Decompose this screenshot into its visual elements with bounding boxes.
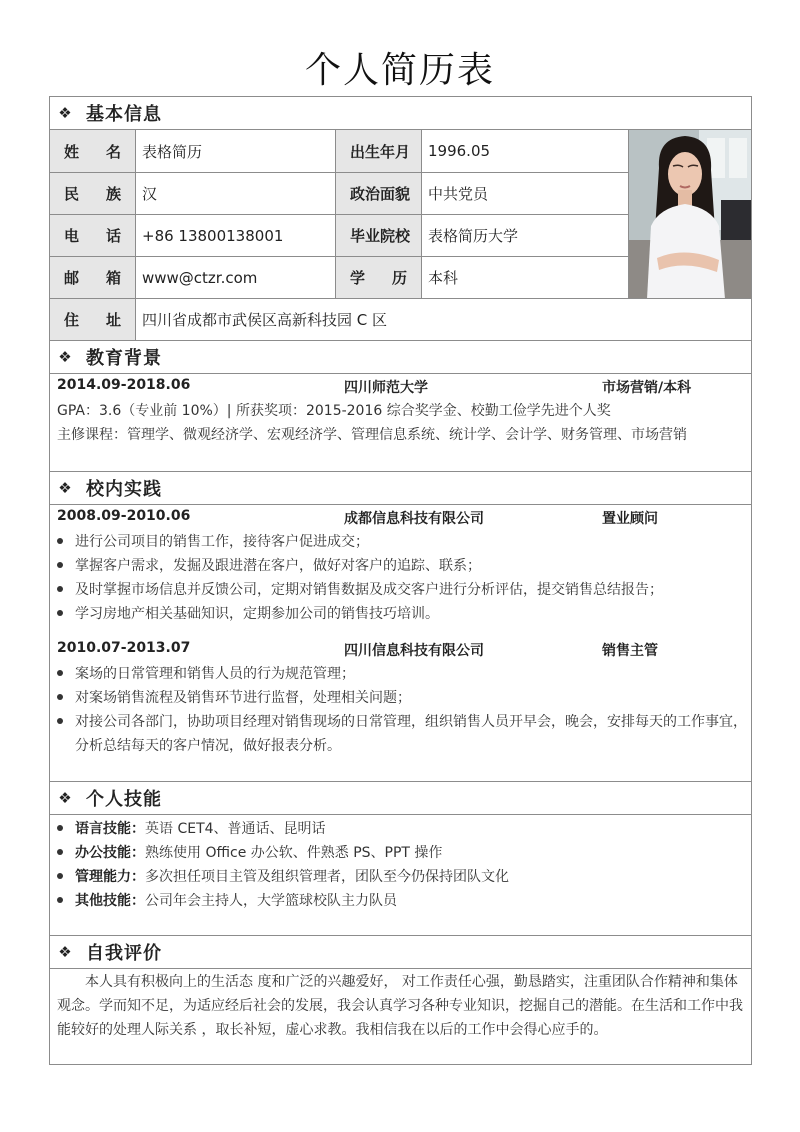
label-text: 毕业院校 [350, 227, 411, 245]
skill-text: 公司年会主持人，大学篮球校队主力队员 [145, 893, 397, 909]
label-char: 电 [64, 227, 80, 245]
education-major: 市场营销/本科 [602, 380, 692, 396]
phone-value: +86 13800138001 [136, 215, 336, 257]
bullet-icon [57, 562, 63, 568]
diamond-icon: ❖ [58, 104, 72, 122]
label-char: 学 [350, 269, 366, 287]
evaluation-line: 观念。学而知不足，为适应经后社会的发展，我会认真学习各种专业知识，挖掘自己的潜能。在生活和工作中我 [57, 998, 743, 1014]
skill-item [54, 890, 397, 910]
label-char: 住 [64, 311, 80, 329]
school-label [336, 215, 422, 257]
list-item [54, 711, 747, 731]
label-char: 族 [105, 185, 121, 203]
profile-photo-graphic [629, 130, 751, 299]
section-title: 教育背景 [86, 348, 162, 369]
skill-label: 管理能力： [75, 869, 145, 885]
bullet-icon [57, 718, 63, 724]
list-item-text: 学习房地产相关基础知识，定期参加公司的销售技巧培训。 [75, 606, 439, 622]
practice-entry-head [50, 638, 751, 660]
bullet-icon [57, 610, 63, 616]
evaluation-line: 本人具有积极向上的生活态 度和广泛的兴趣爱好， 对工作责任心强，勤恳踏实，注重团队合作精神和集体 [85, 974, 738, 990]
list-item [54, 579, 663, 599]
profile-photo [629, 130, 751, 299]
practice-period: 2008.09-2010.06 [57, 508, 191, 524]
birth-value: 1996.05 [422, 130, 629, 173]
label-char: 址 [105, 311, 121, 329]
label-char: 历 [391, 269, 407, 287]
list-item-text: 进行公司项目的销售工作，接待客户促进成交； [75, 534, 369, 550]
practice-company: 成都信息科技有限公司 [344, 511, 484, 527]
practice-entry-head [50, 506, 751, 528]
diamond-icon: ❖ [58, 789, 72, 807]
list-item-text: 案场的日常管理和销售人员的行为规范管理； [75, 666, 355, 682]
list-item-text: 及时掌握市场信息并反馈公司，定期对销售数据及成交客户进行分析评估，提交销售总结报告； [75, 582, 663, 598]
section-title: 基本信息 [86, 104, 162, 125]
skill-item [54, 866, 509, 886]
practice-period: 2010.07-2013.07 [57, 640, 191, 656]
skill-text: 熟练使用 Office 办公软、件熟悉 PS、PPT 操作 [145, 845, 443, 861]
practice-role: 销售主管 [602, 643, 658, 659]
education-entry-head [50, 375, 751, 397]
address-value: 四川省成都市武侯区高新科技园 C 区 [136, 299, 751, 341]
bullet-icon [57, 670, 63, 676]
bullet-icon [57, 849, 63, 855]
skill-text: 英语 CET4、普通话、昆明话 [145, 821, 326, 837]
label-char: 名 [105, 142, 121, 161]
section-header-skills [50, 781, 751, 815]
section-title: 校内实践 [86, 479, 162, 500]
bullet-icon [57, 538, 63, 544]
skill-item [54, 842, 442, 862]
education-school: 四川师范大学 [344, 380, 428, 396]
political-value: 中共党员 [422, 173, 629, 215]
label-text: 政治面貌 [350, 185, 411, 203]
diamond-icon: ❖ [58, 348, 72, 366]
list-item [54, 603, 439, 623]
label-char: 话 [105, 227, 121, 245]
ethnic-value: 汉 [136, 173, 336, 215]
label-char: 姓 [64, 142, 80, 161]
section-title: 自我评价 [86, 943, 162, 964]
section-header-practice [50, 471, 751, 505]
email-label [50, 257, 136, 299]
name-value: 表格简历 [136, 130, 336, 173]
basic-info-table [50, 130, 751, 341]
diamond-icon: ❖ [58, 479, 72, 497]
evaluation-line: 能较好的处理人际关系 ，取长补短，虚心求教。我相信我在以后的工作中会得心应手的。 [57, 1022, 608, 1038]
list-item-text: 对案场销售流程及销售环节进行监督，处理相关问题； [75, 690, 411, 706]
section-title: 个人技能 [86, 789, 162, 810]
label-char: 民 [64, 185, 80, 203]
section-header-basic [50, 97, 751, 130]
label-char: 邮 [64, 269, 80, 287]
skill-item [54, 818, 326, 838]
section-header-evaluation [50, 935, 751, 969]
political-label [336, 173, 422, 215]
practice-role: 置业顾问 [602, 511, 658, 527]
education-courses: 主修课程：管理学、微观经济学、宏观经济学、管理信息系统、统计学、会计学、财务管理、市场营销 [57, 427, 687, 443]
email-value: www@ctzr.com [136, 257, 336, 299]
ethnic-label [50, 173, 136, 215]
resume-sheet [49, 96, 752, 1065]
education-gpa: GPA：3.6（专业前 10%）| 所获奖项：2015-2016 综合奖学金、校勤工俭学先进个人奖 [57, 403, 611, 419]
label-text: 出生年月 [350, 142, 411, 161]
page-title: 个人简历表 [304, 50, 495, 91]
phone-label [50, 215, 136, 257]
name-label [50, 130, 136, 173]
bullet-icon [57, 897, 63, 903]
skill-label: 语言技能： [75, 821, 145, 837]
diamond-icon: ❖ [58, 943, 72, 961]
skill-label: 办公技能： [75, 845, 145, 861]
label-char: 箱 [105, 269, 121, 287]
bullet-icon [57, 825, 63, 831]
list-item [54, 555, 481, 575]
practice-company: 四川信息科技有限公司 [344, 643, 484, 659]
list-item [54, 663, 355, 683]
bullet-icon [57, 586, 63, 592]
address-label [50, 299, 136, 341]
skill-label: 其他技能： [75, 893, 145, 909]
education-period: 2014.09-2018.06 [57, 377, 191, 393]
skill-text: 多次担任项目主管及组织管理者，团队至今仍保持团队文化 [145, 869, 509, 885]
school-value: 表格简历大学 [422, 215, 629, 257]
bullet-icon [57, 873, 63, 879]
list-item-continuation: 分析总结每天的客户情况，做好报表分析。 [75, 738, 341, 754]
list-item [54, 531, 369, 551]
section-header-education [50, 341, 751, 374]
list-item [54, 687, 411, 707]
evaluation-paragraph [57, 970, 747, 1042]
degree-label [336, 257, 422, 299]
birth-label [336, 130, 422, 173]
list-item-text: 掌握客户需求，发掘及跟进潜在客户，做好对客户的追踪、联系； [75, 558, 481, 574]
list-item-text: 对接公司各部门，协助项目经理对销售现场的日常管理，组织销售人员开早会，晚会，安排每天的工作事宜， [75, 714, 747, 730]
degree-value: 本科 [422, 257, 629, 299]
bullet-icon [57, 694, 63, 700]
